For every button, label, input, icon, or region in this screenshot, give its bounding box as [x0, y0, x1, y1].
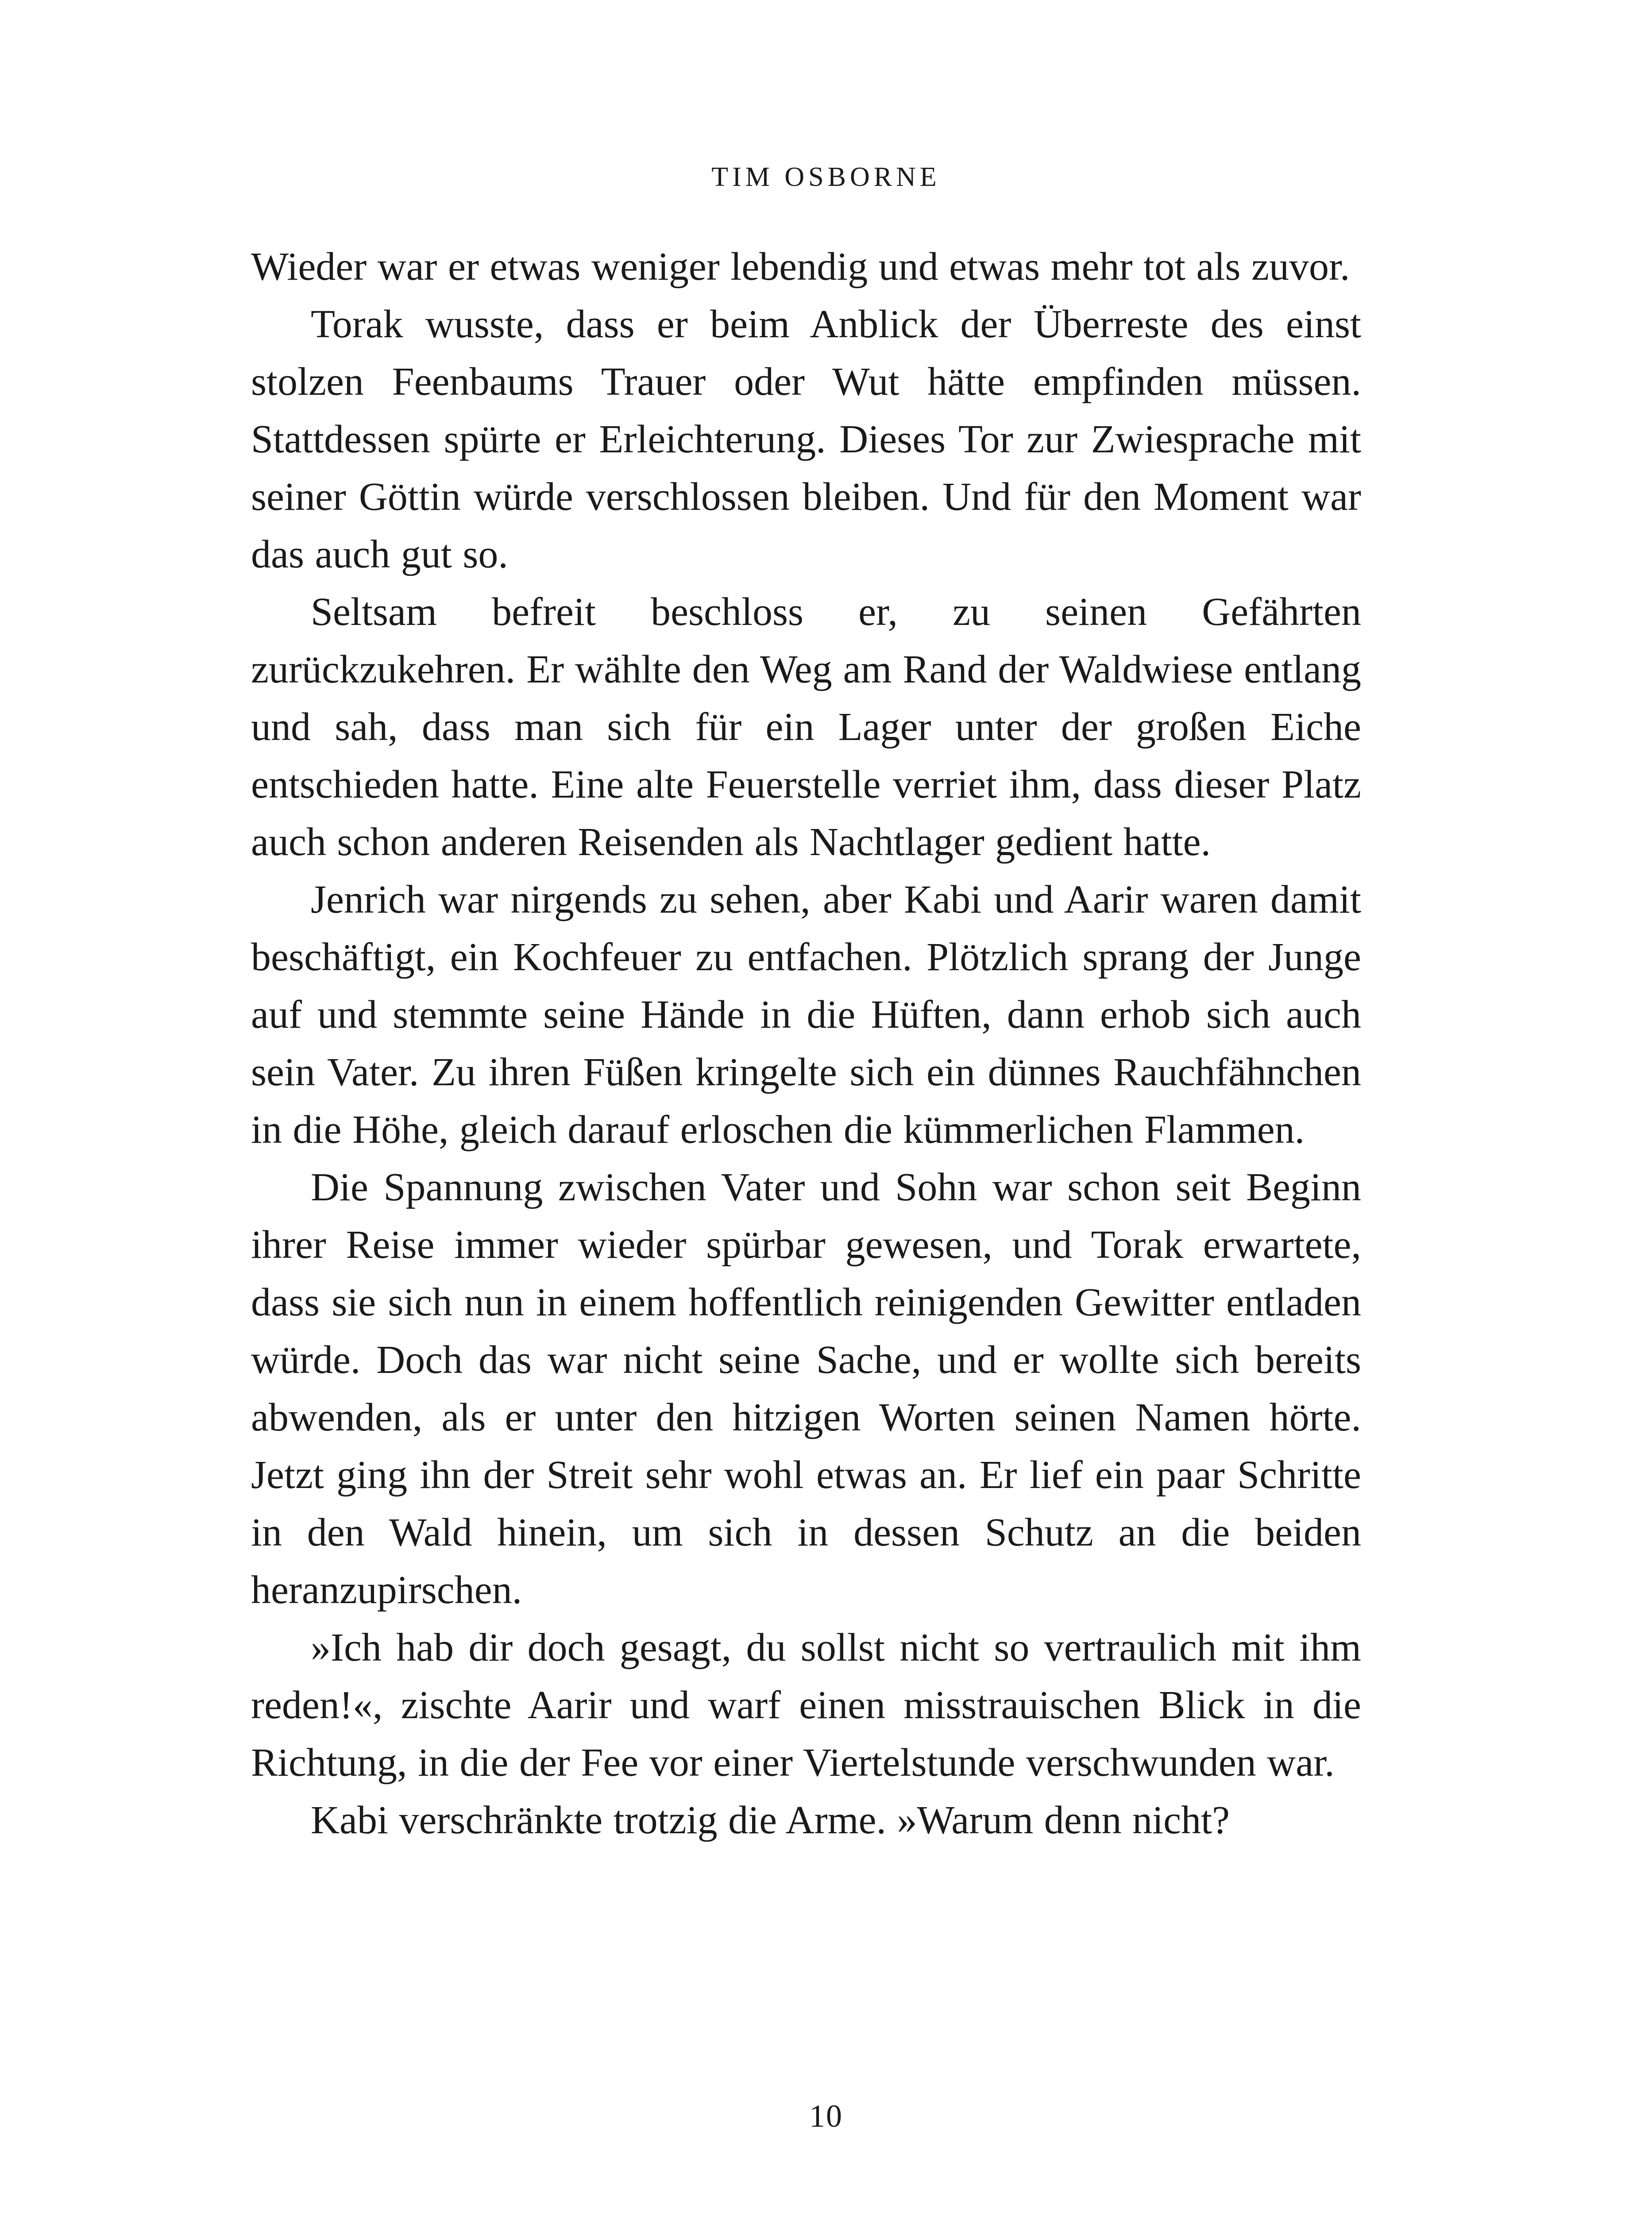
- paragraph-5: Die Spannung zwischen Vater und Sohn war schon seit Beginn ihrer Reise immer wieder spürbar gewesen, und Torak erwartete, dass sie sich nun in einem hoffentlich reinigenden Gewitter entladen würde. Doch das war nicht seine Sache, und er wollte sich bereits abwenden, als er unter den hitzigen Worten seinen Namen hörte. Jetzt ging ihn der Streit sehr wohl etwas an. Er lief ein paar Schritte in den Wald hinein, um sich in dessen Schutz an die beiden heranzupirschen.: [251, 1165, 1361, 1612]
- paragraph-3: Seltsam befreit beschloss er, zu seinen Gefährten zurückzukehren. Er wählte den Weg am Rand der Waldwiese entlang und sah, dass man sich für ein Lager unter der großen Eiche entschieden hatte. Eine alte Feuerstelle verriet ihm, dass dieser Platz auch schon anderen Reisenden als Nachtlager gedient hatte.: [251, 590, 1361, 864]
- paragraph-7: Kabi verschränkte trotzig die Arme. »Warum denn nicht?: [311, 1798, 1230, 1842]
- page-number: 10: [809, 2098, 843, 2134]
- body-text: [251, 238, 1361, 1849]
- running-head-author: TIM OSBORNE: [711, 162, 941, 192]
- paragraph-2: Torak wusste, dass er beim Anblick der Überreste des einst stolzen Feenbaums Trauer oder Wut hätte empfinden müssen. Stattdessen spürte er Erleichterung. Dieses Tor zur Zwiesprache mit seiner Göttin würde verschlossen bleiben. Und für den Moment war das auch gut so.: [251, 302, 1361, 576]
- paragraph-1: Wieder war er etwas weniger lebendig und etwas mehr tot als zuvor.: [251, 245, 1350, 289]
- paragraph-4: Jenrich war nirgends zu sehen, aber Kabi und Aarir waren damit beschäftigt, ein Kochfeuer zu entfachen. Plötzlich sprang der Junge auf und stemmte seine Hände in die Hüften, dann erhob sich auch sein Vater. Zu ihren Füßen kringelte sich ein dünnes Rauchfähnchen in die Höhe, gleich darauf erloschen die kümmerlichen Flammen.: [251, 878, 1361, 1152]
- paragraph-6: »Ich hab dir doch gesagt, du sollst nicht so vertraulich mit ihm reden!«, zischte Aarir und warf einen misstrauischen Blick in die Richtung, in die der Fee vor einer Viertelstunde verschwunden war.: [251, 1626, 1361, 1785]
